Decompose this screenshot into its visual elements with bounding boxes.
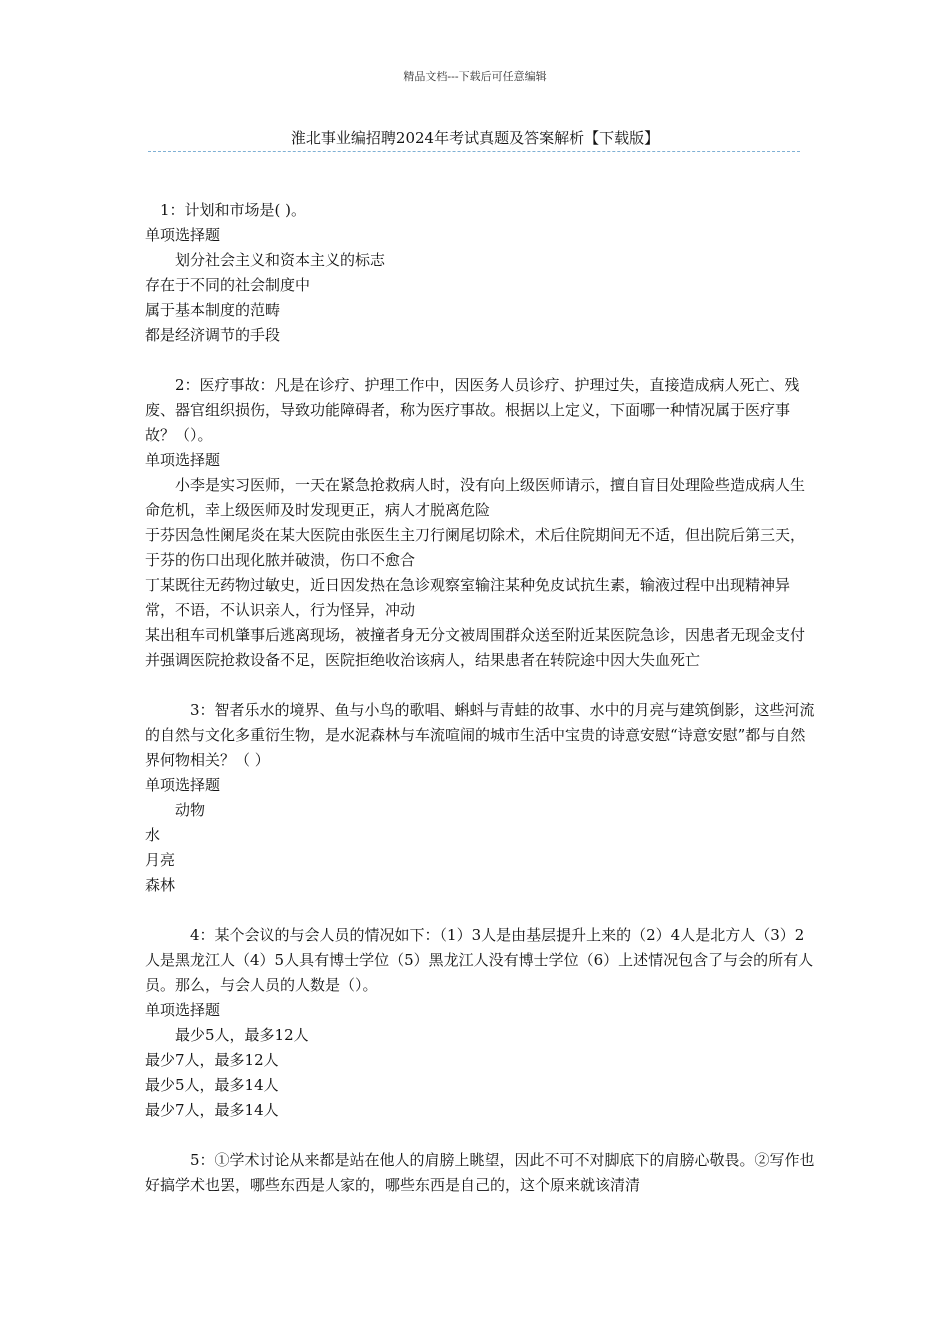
question-list xyxy=(145,198,815,1223)
option: 最少7人，最多12人 xyxy=(145,1051,279,1069)
question-type: 单项选择题 xyxy=(145,776,221,794)
option: 最少5人，最多14人 xyxy=(145,1076,279,1094)
question-4 xyxy=(145,923,815,1123)
option: 划分社会主义和资本主义的标志 xyxy=(175,251,386,269)
option: 月亮 xyxy=(145,851,176,869)
option: 属于基本制度的范畴 xyxy=(145,301,281,319)
question-5 xyxy=(145,1148,815,1198)
option: 某出租车司机肇事后逃离现场，被撞者身无分文被周围群众送至附近某医院急诊，因患者无现金支付并强调医院抢救设备不足，医院拒绝收治该病人，结果患者在转院途中因大失血死亡 xyxy=(145,626,806,669)
question-1 xyxy=(145,198,815,348)
option: 动物 xyxy=(175,801,206,819)
question-text: 4：某个会议的与会人员的情况如下：（1）3人是由基层提升上来的（2）4人是北方人（3）2人是黑龙江人（4）5人具有博士学位（5）黑龙江人没有博士学位（6）上述情况包含了与会的所有人员。那么，与会人员的人数是（）。 xyxy=(145,926,814,994)
option: 森林 xyxy=(145,876,176,894)
option: 最少7人，最多14人 xyxy=(145,1101,279,1119)
question-2 xyxy=(145,373,815,673)
question-text: 5：①学术讨论从来都是站在他人的肩膀上眺望，因此不可不对脚底下的肩膀心敬畏。②写作也好搞学术也罢，哪些东西是人家的，哪些东西是自己的，这个原来就该清清 xyxy=(145,1151,815,1194)
option: 于芬因急性阑尾炎在某大医院由张医生主刀行阑尾切除术，术后住院期间无不适，但出院后第三天，于芬的伤口出现化脓并破溃，伤口不愈合 xyxy=(145,526,806,569)
title-divider xyxy=(148,151,800,152)
question-type: 单项选择题 xyxy=(145,226,221,244)
question-type: 单项选择题 xyxy=(145,451,221,469)
question-3 xyxy=(145,698,815,898)
question-text: 1：计划和市场是( )。 xyxy=(160,201,307,219)
option: 丁某既往无药物过敏史，近日因发热在急诊观察室输注某种免皮试抗生素，输液过程中出现精神异常，不语，不认识亲人，行为怪异，冲动 xyxy=(145,576,791,619)
option: 小李是实习医师，一天在紧急抢救病人时，没有向上级医师请示，擅自盲目处理险些造成病人生命危机，幸上级医师及时发现更正，病人才脱离危险 xyxy=(145,476,806,519)
option: 最少5人，最多12人 xyxy=(175,1026,309,1044)
question-text: 2：医疗事故：凡是在诊疗、护理工作中，因医务人员诊疗、护理过失，直接造成病人死亡、残废、器官组织损伤，导致功能障碍者，称为医疗事故。根据以上定义，下面哪一种情况属于医疗事故？（）。 xyxy=(145,376,800,444)
document-title: 淮北事业编招聘2024年考试真题及答案解析【下载版】 xyxy=(290,129,660,147)
question-text: 3：智者乐水的境界、鱼与小鸟的歌唱、蝌蚪与青蛙的故事、水中的月亮与建筑倒影，这些河流的自然与文化多重衍生物，是水泥森林与车流喧闹的城市生活中宝贵的诗意安慰“诗意安慰”都与自然界何物相关？（ ） xyxy=(145,701,815,769)
option: 存在于不同的社会制度中 xyxy=(145,276,311,294)
page-header: 精品文档---下载后可任意编辑 xyxy=(403,70,547,83)
option: 都是经济调节的手段 xyxy=(145,326,281,344)
question-type: 单项选择题 xyxy=(145,1001,221,1019)
option: 水 xyxy=(145,826,161,844)
